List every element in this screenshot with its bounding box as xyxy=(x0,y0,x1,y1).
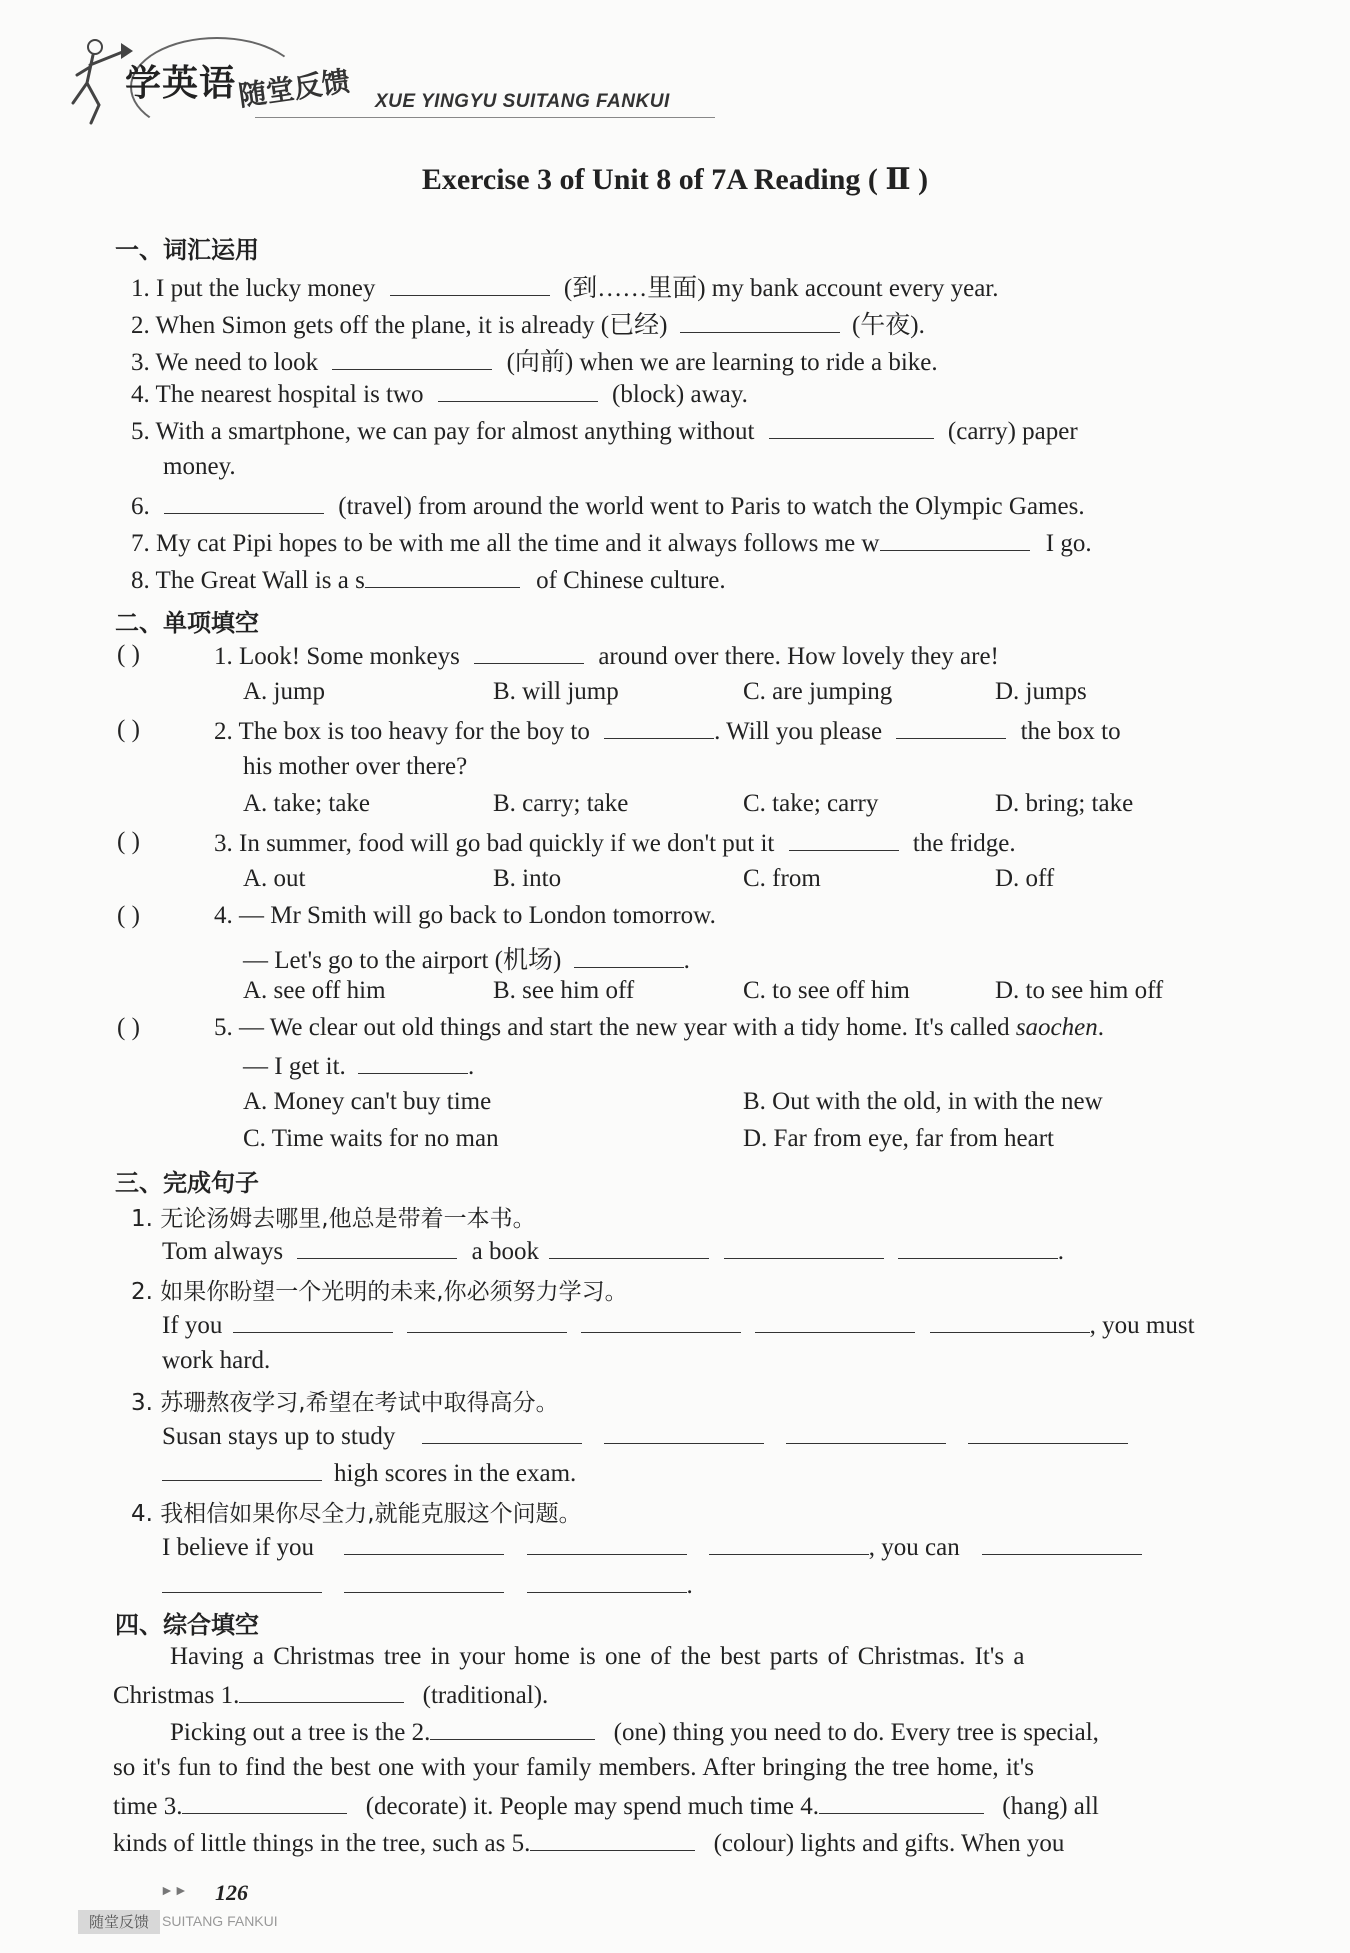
vocab-q8-text: 8. The Great Wall is a s xyxy=(131,567,365,594)
mc-q5-option-b[interactable]: B. Out with the old, in with the new xyxy=(743,1088,1103,1115)
mc-q1-option-d[interactable]: D. jumps xyxy=(995,678,1087,705)
answer-blank[interactable] xyxy=(982,1532,1142,1555)
mc-q3-text: 3. In summer, food will go bad quickly if we don't put it xyxy=(214,830,775,857)
vocab-q6-number: 6. xyxy=(131,493,150,520)
vocab-q7-text-end: I go. xyxy=(1045,530,1092,557)
header-cn-subtitle: 随堂反馈 xyxy=(236,64,352,113)
cloze-text: Picking out a tree is the xyxy=(170,1719,406,1746)
vocab-q3-text: 3. We need to look xyxy=(131,349,319,376)
answer-blank[interactable] xyxy=(162,1570,322,1593)
vocab-q6-text: (travel) from around the world went to Paris to watch the Olympic Games. xyxy=(338,493,1085,520)
answer-blank[interactable] xyxy=(527,1532,687,1555)
sentence-q4-continued: . xyxy=(162,1570,693,1600)
cloze-text: kinds of little things in the tree, such as xyxy=(113,1830,506,1857)
mc-q3-option-b[interactable]: B. into xyxy=(493,865,562,892)
mc-q4-option-a[interactable]: A. see off him xyxy=(243,977,386,1004)
mc-q4-option-c[interactable]: C. to see off him xyxy=(743,977,910,1004)
vocab-q3 xyxy=(131,342,938,378)
mc-q5-option-a[interactable]: A. Money can't buy time xyxy=(243,1088,492,1115)
header-cn-title: 学英语 xyxy=(125,63,237,104)
answer-blank[interactable] xyxy=(680,310,840,333)
mc-q3-option-a[interactable]: A. out xyxy=(243,865,306,892)
answer-blank[interactable] xyxy=(297,1236,457,1259)
sentence-q4-text: I believe if you xyxy=(162,1534,315,1561)
mc-q1-text-end: around over there. How lovely they are! xyxy=(598,643,999,670)
cloze-text: (colour) lights and gifts. When you xyxy=(713,1830,1065,1857)
answer-blank[interactable] xyxy=(422,1421,582,1444)
vocab-q2 xyxy=(131,305,925,341)
sentence-q3-continued xyxy=(162,1458,576,1488)
mc-q2-option-b[interactable]: B. carry; take xyxy=(493,790,629,817)
sentence-q3 xyxy=(162,1421,1128,1451)
vocab-q1-text: 1. I put the lucky money xyxy=(131,275,376,302)
footer-tag: 随堂反馈 xyxy=(78,1910,160,1934)
answer-bracket[interactable]: ( ) xyxy=(117,641,140,668)
cloze-line-4: so it's fun to find the best one with your family members. After bringing the tree home, it's xyxy=(113,1754,1034,1781)
answer-bracket[interactable]: ( ) xyxy=(117,1014,140,1041)
sentence-q1: Tom always a book . xyxy=(162,1238,1065,1265)
header-rule xyxy=(255,117,715,118)
vocab-q1-text-end: (到……里面) my bank account every year. xyxy=(563,275,999,302)
answer-blank[interactable] xyxy=(527,1570,687,1593)
vocab-q8-text-end: of Chinese culture. xyxy=(536,567,726,594)
double-arrow-icon: ►► xyxy=(160,1884,188,1899)
mc-q2-continued: his mother over there? xyxy=(243,753,468,780)
mc-q3-option-d[interactable]: D. off xyxy=(995,865,1055,892)
mc-q3 xyxy=(214,828,1016,858)
sentence-q2 xyxy=(162,1310,1195,1340)
answer-blank[interactable] xyxy=(709,1532,869,1555)
mc-q2-text: 2. The box is too heavy for the boy to xyxy=(214,718,590,745)
sentence-q1-text: Tom always xyxy=(162,1238,284,1265)
vocab-q2-text: 2. When Simon gets off the plane, it is already (已经) xyxy=(131,312,668,339)
cloze-text: Christmas xyxy=(113,1682,215,1709)
answer-blank[interactable] xyxy=(332,347,492,370)
sentence-q1-text-mid: a book xyxy=(471,1238,540,1265)
page-number: 126 xyxy=(215,1880,248,1905)
cloze-text: (one) thing you need to do. Every tree is special, xyxy=(613,1719,1099,1746)
cloze-blank-1[interactable] xyxy=(239,1680,404,1703)
answer-blank[interactable] xyxy=(769,416,934,439)
section-heading-multiple-choice: 二、单项填空 xyxy=(115,609,259,637)
mc-q2-text-mid: . Will you please xyxy=(714,718,883,745)
cloze-text: (decorate) it. People may spend much time xyxy=(365,1793,795,1820)
mc-q5-option-d[interactable]: D. Far from eye, far from heart xyxy=(743,1125,1054,1152)
cloze-line-5 xyxy=(113,1791,1099,1821)
sentence-q3-text-end: high scores in the exam. xyxy=(334,1460,577,1487)
cloze-blank-number: 3. xyxy=(163,1793,183,1820)
sentence-q3-chinese: 3. 苏珊熬夜学习,希望在考试中取得高分。 xyxy=(131,1390,559,1416)
mc-q5: 5. — We clear out old things and start the new year with a tidy home. It's called saochen. xyxy=(214,1014,1104,1041)
answer-bracket[interactable]: ( ) xyxy=(117,828,140,855)
cloze-blank-3[interactable] xyxy=(182,1791,347,1814)
answer-blank xyxy=(474,641,584,664)
cloze-blank-number: 4. xyxy=(800,1793,820,1820)
cloze-text: (hang) all xyxy=(1002,1793,1099,1820)
answer-blank[interactable] xyxy=(438,379,598,402)
cloze-blank-number: 1. xyxy=(220,1682,240,1709)
vocab-q4-text: 4. The nearest hospital is two xyxy=(131,381,424,408)
vocab-q5-continued: money. xyxy=(163,453,236,480)
vocab-q6 xyxy=(131,491,1085,521)
mc-q4-option-b[interactable]: B. see him off xyxy=(493,977,635,1004)
sentence-q4 xyxy=(162,1532,1142,1562)
vocab-q4 xyxy=(131,379,748,409)
section-heading-vocabulary: 一、词汇运用 xyxy=(115,236,259,264)
answer-blank xyxy=(604,716,714,739)
vocab-q5 xyxy=(131,416,1078,446)
answer-blank xyxy=(789,828,899,851)
answer-blank xyxy=(358,1051,468,1074)
mc-q1-option-a[interactable]: A. jump xyxy=(243,678,325,705)
vocab-q7-text: 7. My cat Pipi hopes to be with me all the time and it always follows me w xyxy=(131,530,880,557)
vocab-q2-text-end: (午夜). xyxy=(851,312,925,339)
cloze-text: (traditional). xyxy=(422,1682,549,1709)
mc-q5-term: saochen xyxy=(1015,1014,1098,1041)
mc-q4: 4. — Mr Smith will go back to London tomorrow. xyxy=(214,902,716,929)
answer-blank[interactable] xyxy=(604,1421,764,1444)
mc-q5-reply: — I get it. . xyxy=(243,1053,475,1080)
answer-blank[interactable] xyxy=(930,1310,1090,1333)
cloze-blank-number: 5. xyxy=(511,1830,531,1857)
cloze-line-1: Having a Christmas tree in your home is one of the best parts of Christmas. It's a xyxy=(170,1643,1025,1670)
mc-q1-text: 1. Look! Some monkeys xyxy=(214,643,460,670)
sentence-q1-chinese: 1. 无论汤姆去哪里,他总是带着一本书。 xyxy=(131,1206,536,1232)
vocab-q4-text-end: (block) away. xyxy=(612,381,748,408)
mc-q2 xyxy=(214,716,1121,746)
answer-blank xyxy=(896,716,1006,739)
answer-blank[interactable] xyxy=(162,1458,322,1481)
mc-q1 xyxy=(214,641,999,671)
vocab-q3-text-end: (向前) when we are learning to ride a bike. xyxy=(506,349,938,376)
sentence-q2-text: If you xyxy=(162,1312,223,1339)
answer-bracket[interactable]: ( ) xyxy=(117,716,140,743)
answer-blank[interactable] xyxy=(344,1532,504,1555)
mc-q5-text: 5. — We clear out old things and start the new year with a tidy home. It's called xyxy=(214,1014,1010,1041)
sentence-q2-text-end: , you must xyxy=(1089,1312,1195,1339)
vocab-q8 xyxy=(131,565,726,595)
sentence-q2-continued: work hard. xyxy=(162,1347,271,1374)
footer-pinyin: SUITANG FANKUI xyxy=(162,1913,278,1929)
mc-q3-text-end: the fridge. xyxy=(912,830,1016,857)
answer-blank[interactable] xyxy=(549,1236,709,1259)
mc-q4-reply-text: — Let's go to the airport (机场) xyxy=(243,947,562,974)
mc-q2-option-a[interactable]: A. take; take xyxy=(243,790,371,817)
mc-q3-option-c[interactable]: C. from xyxy=(743,865,821,892)
mc-q4-option-d[interactable]: D. to see him off xyxy=(995,977,1164,1004)
answer-blank[interactable] xyxy=(164,491,324,514)
header xyxy=(55,25,695,135)
answer-blank[interactable] xyxy=(898,1236,1058,1259)
mc-q4-reply: — Let's go to the airport (机场) . xyxy=(243,947,690,974)
answer-blank[interactable] xyxy=(968,1421,1128,1444)
sentence-q4-text-mid: , you can xyxy=(868,1534,960,1561)
mc-q2-text-end: the box to xyxy=(1020,718,1121,745)
answer-blank xyxy=(574,945,684,968)
cloze-blank-5[interactable] xyxy=(530,1828,695,1851)
sentence-q4-chinese: 4. 我相信如果你尽全力,就能克服这个问题。 xyxy=(131,1501,582,1527)
vocab-q7 xyxy=(131,528,1092,558)
mc-q1-option-c[interactable]: C. are jumping xyxy=(743,678,893,705)
mc-q5-option-c[interactable]: C. Time waits for no man xyxy=(243,1125,499,1152)
mc-q2-option-d[interactable]: D. bring; take xyxy=(995,790,1134,817)
answer-blank[interactable] xyxy=(581,1310,741,1333)
cloze-text: time xyxy=(113,1793,158,1820)
cloze-line-6 xyxy=(113,1828,1064,1858)
sentence-q3-text: Susan stays up to study xyxy=(162,1423,396,1450)
cloze-blank-number: 2. xyxy=(411,1719,431,1746)
mc-q2-option-c[interactable]: C. take; carry xyxy=(743,790,879,817)
answer-blank[interactable] xyxy=(365,565,520,588)
answer-blank[interactable] xyxy=(390,273,550,296)
cloze-line-2 xyxy=(113,1680,548,1710)
cloze-line-3 xyxy=(170,1717,1099,1747)
cloze-blank-2[interactable] xyxy=(430,1717,595,1740)
sentence-q2-chinese: 2. 如果你盼望一个光明的未来,你必须努力学习。 xyxy=(131,1279,628,1305)
vocab-q5-text: 5. With a smartphone, we can pay for almost anything without xyxy=(131,418,755,445)
mc-q5-reply-text: — I get it. xyxy=(243,1053,346,1080)
answer-blank[interactable] xyxy=(344,1570,504,1593)
answer-blank[interactable] xyxy=(407,1310,567,1333)
answer-blank[interactable] xyxy=(880,528,1030,551)
vocab-q1 xyxy=(131,268,999,304)
page-title: Exercise 3 of Unit 8 of 7A Reading ( Ⅱ ) xyxy=(421,163,929,196)
answer-blank[interactable] xyxy=(233,1310,393,1333)
answer-blank[interactable] xyxy=(786,1421,946,1444)
section-heading-complete-sentences: 三、完成句子 xyxy=(115,1169,259,1197)
section-heading-cloze: 四、综合填空 xyxy=(115,1611,259,1639)
answer-blank[interactable] xyxy=(755,1310,915,1333)
answer-bracket[interactable]: ( ) xyxy=(117,902,140,929)
mc-q1-option-b[interactable]: B. will jump xyxy=(493,678,619,705)
vocab-q5-text-end: (carry) paper xyxy=(947,418,1078,445)
header-pinyin: XUE YINGYU SUITANG FANKUI xyxy=(375,91,670,112)
cloze-blank-4[interactable] xyxy=(819,1791,984,1814)
answer-blank[interactable] xyxy=(724,1236,884,1259)
